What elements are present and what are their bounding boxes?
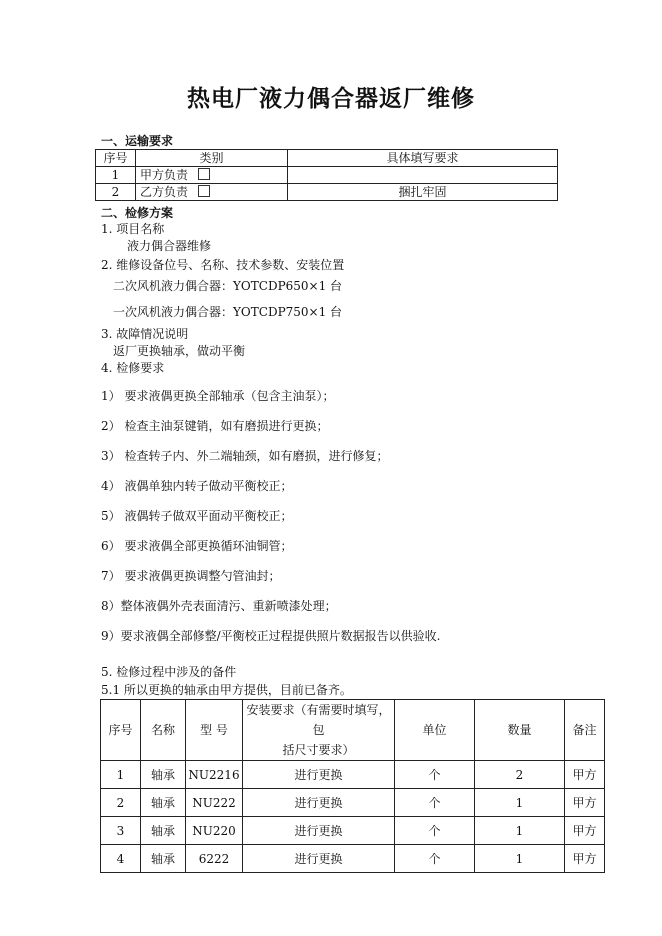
item3-value: 返厂更换轴承，做动平衡 [113, 344, 246, 358]
header-category: 类别 [136, 150, 288, 167]
category-label: 乙方负责 [140, 185, 189, 199]
requirement-item: 9）要求液偶全部修整/平衡校正过程提供照片数据报告以供验收. [101, 629, 441, 643]
header-unit: 单位 [395, 700, 475, 761]
header-requirement: 具体填写要求 [288, 150, 558, 167]
requirement-item: 2） 检查主油泵键销，如有磨损进行更换； [101, 419, 329, 433]
section-heading-plan: 二、检修方案 [101, 206, 174, 220]
table-row [96, 167, 558, 184]
requirement-item: 1） 要求液偶更换全部轴承（包含主油泵）； [101, 389, 335, 403]
cell-category [136, 167, 288, 184]
table-row [101, 817, 605, 845]
checkbox[interactable] [198, 185, 210, 197]
requirement-item: 8）整体液偶外壳表面清污、重新喷漆处理； [101, 599, 337, 613]
header-model: 型 号 [186, 700, 243, 761]
cell-category [136, 184, 288, 201]
header-remark: 备注 [565, 700, 605, 761]
header-install-line2: 括尺寸要求） [282, 743, 355, 757]
cell-remark: 甲方 [565, 817, 605, 845]
requirement-item: 3） 检查转子内、外二端轴颈，如有磨损，进行修复； [101, 449, 389, 463]
cell-qty: 1 [475, 845, 565, 873]
table-header-row [101, 700, 605, 761]
cell-name: 轴承 [141, 761, 186, 789]
table-header-row [96, 150, 558, 167]
header-no: 序号 [101, 700, 141, 761]
item5-label: 5. 检修过程中涉及的备件 [101, 665, 237, 679]
cell-unit: 个 [395, 845, 475, 873]
cell-remark: 甲方 [565, 789, 605, 817]
cell-unit: 个 [395, 761, 475, 789]
item1-label: 1. 项目名称 [101, 222, 165, 236]
cell-install: 进行更换 [243, 845, 395, 873]
item5-note: 5.1 所以更换的轴承由甲方提供，目前已备齐。 [101, 683, 352, 697]
cell-qty: 1 [475, 789, 565, 817]
item4-label: 4. 检修要求 [101, 361, 165, 375]
requirement-item: 5） 液偶转子做双平面动平衡校正； [101, 509, 293, 523]
header-no: 序号 [96, 150, 136, 167]
cell-name: 轴承 [141, 845, 186, 873]
header-install [243, 700, 395, 761]
cell-model: 6222 [186, 845, 243, 873]
cell-model: NU222 [186, 789, 243, 817]
cell-qty: 1 [475, 817, 565, 845]
cell-no: 4 [101, 845, 141, 873]
header-name: 名称 [141, 700, 186, 761]
cell-no: 3 [101, 817, 141, 845]
header-qty: 数量 [475, 700, 565, 761]
requirement-item: 7） 要求液偶更换调整勺管油封； [101, 569, 281, 583]
cell-no: 1 [101, 761, 141, 789]
cell-name: 轴承 [141, 817, 186, 845]
table-row [101, 845, 605, 873]
item1-value: 液力偶合器维修 [127, 239, 212, 253]
table-row [96, 184, 558, 201]
parts-table [100, 699, 605, 873]
requirement-item: 4） 液偶单独内转子做动平衡校正； [101, 479, 293, 493]
cell-remark: 甲方 [565, 845, 605, 873]
cell-no: 1 [96, 167, 136, 184]
page-title: 热电厂液力偶合器返厂维修 [187, 85, 475, 112]
header-install-line1: 安装要求（有需要时填写，包 [246, 703, 391, 737]
cell-install: 进行更换 [243, 789, 395, 817]
table-row [101, 761, 605, 789]
cell-install: 进行更换 [243, 761, 395, 789]
cell-unit: 个 [395, 789, 475, 817]
cell-model: NU220 [186, 817, 243, 845]
category-label: 甲方负责 [140, 168, 189, 182]
item2-line-2: 一次风机液力偶合器：YOTCDP750×1 台 [113, 305, 343, 319]
section-heading-transport: 一、运输要求 [101, 134, 174, 148]
cell-no: 2 [96, 184, 136, 201]
cell-unit: 个 [395, 817, 475, 845]
transport-table [95, 149, 558, 201]
checkbox[interactable] [198, 168, 210, 180]
cell-no: 2 [101, 789, 141, 817]
cell-requirement [288, 167, 558, 184]
requirement-item: 6） 要求液偶全部更换循环油铜管； [101, 539, 293, 553]
cell-install: 进行更换 [243, 817, 395, 845]
item2-line-1: 二次风机液力偶合器：YOTCDP650×1 台 [113, 279, 343, 293]
cell-requirement: 捆扎牢固 [288, 184, 558, 201]
item2-label: 2. 维修设备位号、名称、技术参数、安装位置 [101, 258, 345, 272]
cell-qty: 2 [475, 761, 565, 789]
table-row [101, 789, 605, 817]
cell-name: 轴承 [141, 789, 186, 817]
cell-remark: 甲方 [565, 761, 605, 789]
item3-label: 3. 故障情况说明 [101, 327, 189, 341]
cell-model: NU2216 [186, 761, 243, 789]
